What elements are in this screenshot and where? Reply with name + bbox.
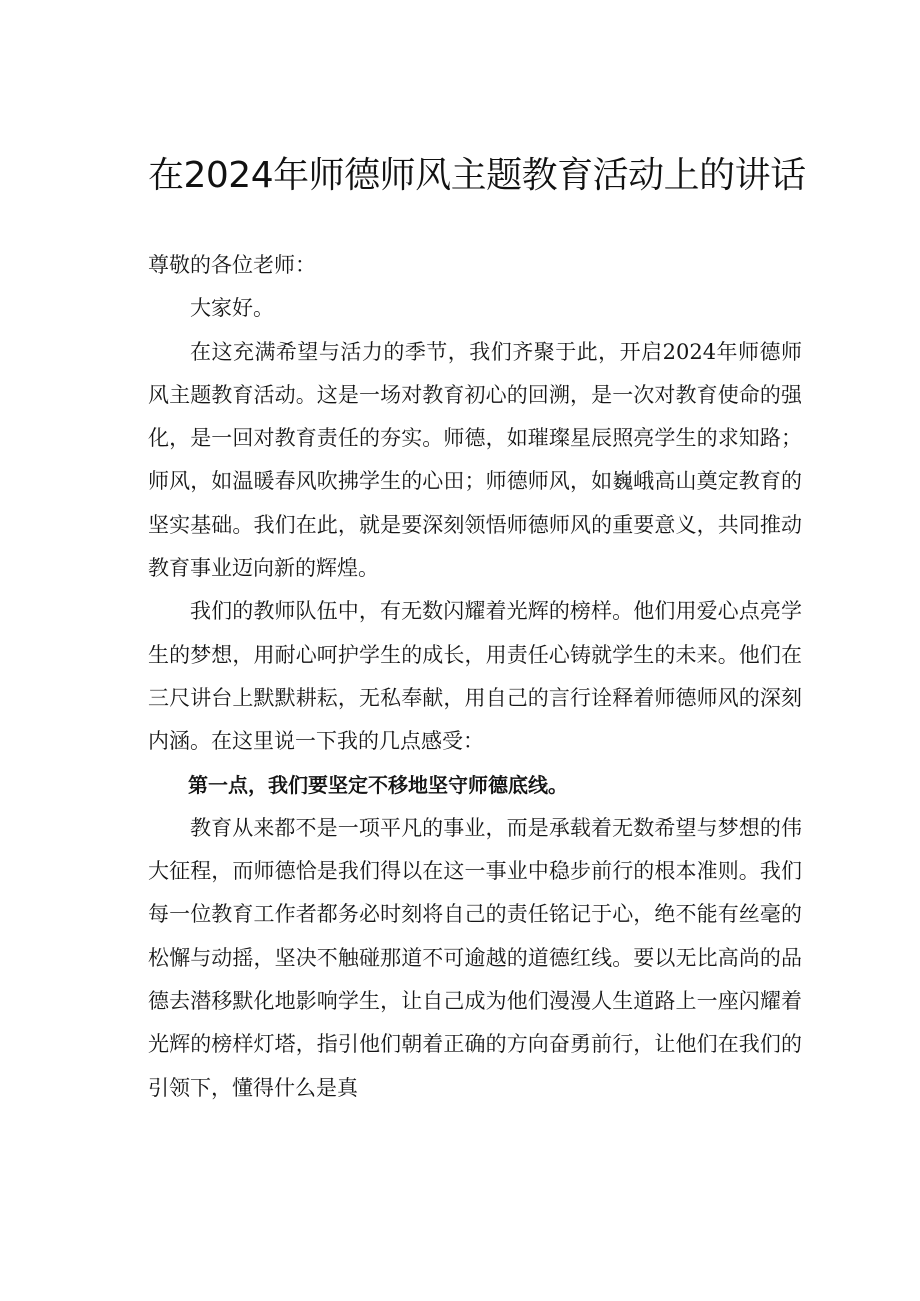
salutation: 尊敬的各位老师：: [148, 253, 316, 277]
section-heading: 第一点，我们要坚定不移地坚守师德底线。: [188, 772, 568, 797]
greeting: 大家好。: [190, 296, 274, 321]
paragraph: 在这充满希望与活力的季节，我们齐聚于此，开启2024年师德师风主题教育活动。这是一场对教育初心的回溯，是一次对教育使命的强化，是一回对教育责任的夯实。师德，如璀璨星辰照亮学生的求知路；师风，如温暖春风吹拂学生的心田；师德师风，如巍峨高山奠定教育的坚实基础。我们在此，就是要深刻领悟师德师风的重要意义，共同推动教育事业迈向新的辉煌。: [148, 339, 802, 581]
paragraph: 教育从来都不是一项平凡的事业，而是承载着无数希望与梦想的伟大征程，而师德恰是我们得以在这一事业中稳步前行的根本准则。我们每一位教育工作者都务必时刻将自己的责任铭记于心，绝不能有丝毫的松懈与动摇，坚决不触碰那道不可逾越的道德红线。要以无比高尚的品德去潜移默化地影响学生，让自己成为他们漫漫人生道路上一座闪耀着光辉的榜样灯塔，指引他们朝着正确的方向奋勇前行，让他们在我们的引领下，懂得什么是真: [148, 815, 802, 1100]
document-title: 在2024年师德师风主题教育活动上的讲话: [148, 155, 806, 196]
document-body: [148, 244, 802, 1110]
paragraph: 我们的教师队伍中，有无数闪耀着光辉的榜样。他们用爱心点亮学生的梦想，用耐心呵护学生的成长，用责任心铸就学生的未来。他们在三尺讲台上默默耕耘，无私奉献，用自己的言行诠释着师德师风的深刻内涵。在这里说一下我的几点感受：: [148, 599, 802, 754]
